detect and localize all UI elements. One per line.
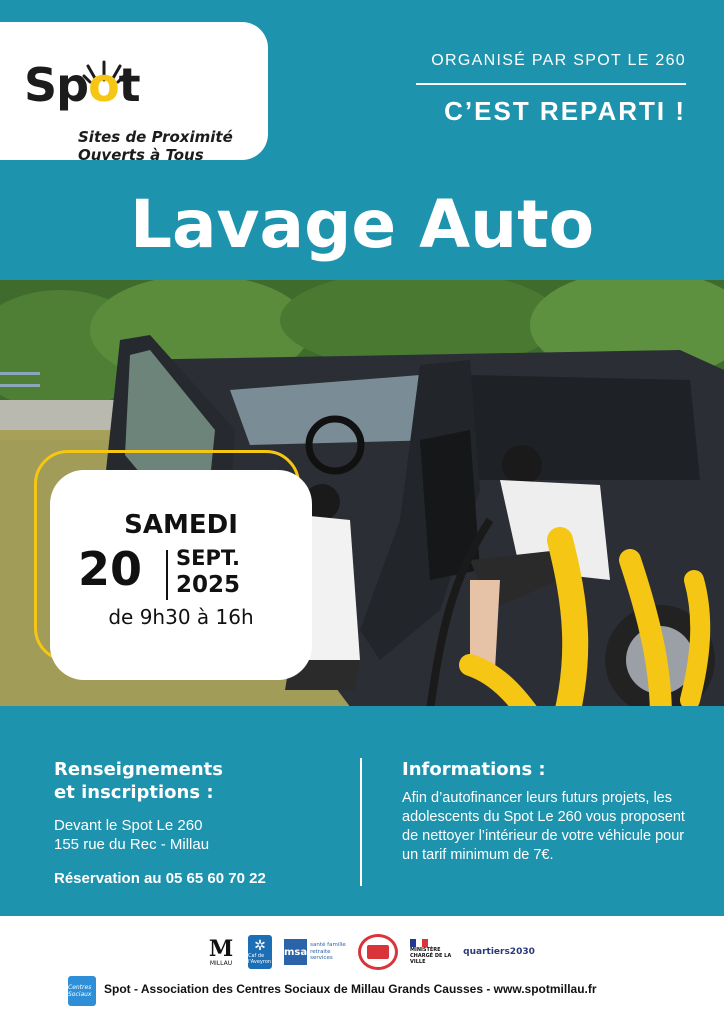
event-day: 20: [78, 542, 143, 596]
header-tagline: C’EST REPARTI !: [444, 96, 686, 126]
event-year: 2025: [176, 572, 241, 598]
spot-logo-card: [0, 22, 268, 164]
partner-logos: [206, 932, 535, 972]
footer-text: Spot - Association des Centres Sociaux de Millau Grands Causses - www.spotmillau.fr: [104, 982, 597, 996]
ministere-logo: MINISTÈRE CHARGÉ DE LA VILLE: [410, 934, 456, 970]
quartiers-logo: quartiers2030: [463, 947, 535, 957]
millau-logo: M MILLAU: [208, 935, 234, 967]
header-divider: [416, 83, 686, 85]
contact-address: Devant le Spot Le 260 155 rue du Rec - Millau: [54, 817, 210, 853]
info-divider: [360, 758, 362, 886]
info-body: Afin d’autofinancer leurs futurs projets, les adolescents du Spot Le 260 vous proposent de nettoyer l’intérieur de votre véhicule pour un tarif minimum de 7€.: [402, 790, 685, 863]
date-divider: [166, 550, 168, 600]
contact-section: [54, 758, 266, 887]
event-hours: de 9h30 à 16h: [108, 605, 254, 629]
spot-logo-tagline: Sites de Proximité Ouverts à Tous: [78, 128, 233, 164]
msa-logo: msa santé famille retraite services: [284, 934, 346, 970]
date-card: [50, 470, 312, 680]
seal-logo: [358, 934, 398, 970]
event-weekday: SAMEDI: [124, 510, 238, 540]
reservation-phone: Réservation au 05 65 60 70 22: [54, 870, 266, 887]
info-section: [402, 758, 692, 865]
contact-heading: Renseignements et inscriptions :: [54, 759, 223, 803]
event-month: SEPT.: [176, 546, 240, 570]
caf-logo: ✲ Caf de l'Aveyron: [248, 935, 272, 969]
centres-sociaux-logo: Centres Sociaux: [68, 976, 96, 1006]
info-heading: Informations :: [402, 759, 546, 780]
organizer-line: ORGANISÉ PAR SPOT LE 260: [431, 52, 686, 69]
event-title: Lavage Auto: [129, 186, 595, 263]
spot-logo-wordmark: Spot: [24, 58, 140, 112]
